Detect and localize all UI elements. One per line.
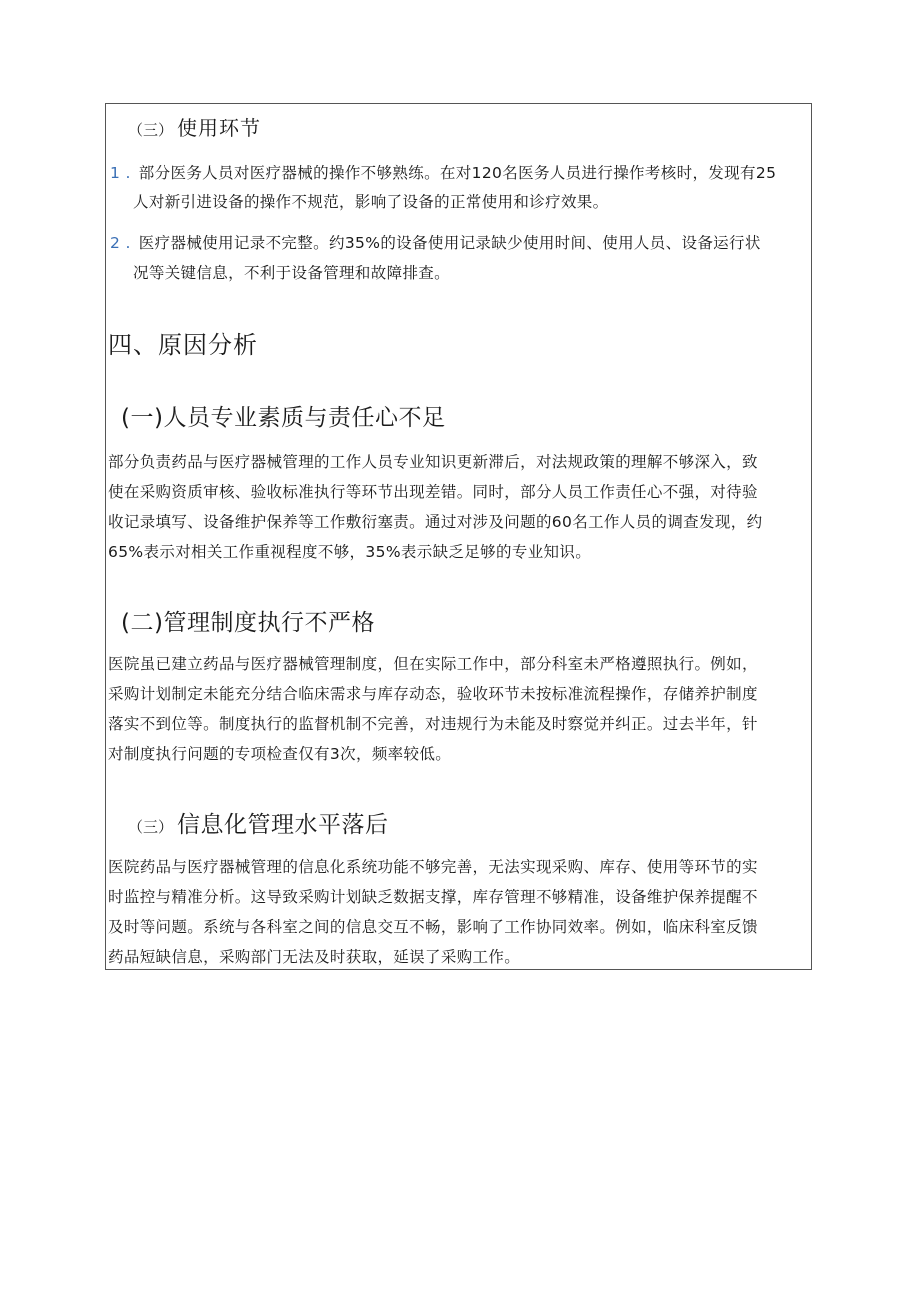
subsection-heading-title: 信息化管理水平落后 xyxy=(177,812,389,838)
paragraph-line: 收记录填写、设备维护保养等工作敷衍塞责。通过对涉及问题的60名工作人员的调查发现，约 xyxy=(108,513,763,531)
paragraph-line: 使在采购资质审核、验收标准执行等环节出现差错。同时，部分人员工作责任心不强，对待验 xyxy=(108,483,758,501)
paragraph-line: 采购计划制定未能充分结合临床需求与库存动态，验收环节未按标准流程操作，存储养护制度 xyxy=(108,685,758,703)
subsection-heading-management-system: (二)管理制度执行不严格 xyxy=(121,610,375,636)
list-number: 2 . xyxy=(110,234,131,252)
paragraph-line: 落实不到位等。制度执行的监督机制不完善，对违规行为未能及时察觉并纠正。过去半年，针 xyxy=(108,715,758,733)
list-item-text: 医疗器械使用记录不完整。约35%的设备使用记录缺少使用时间、使用人员、设备运行状 xyxy=(138,234,761,252)
use-stage-heading-title: 使用环节 xyxy=(177,116,262,140)
use-stage-heading-paren: （三） xyxy=(128,121,174,139)
subsection-heading-informatization xyxy=(128,806,389,839)
paragraph-line: 对制度执行问题的专项检查仅有3次，频率较低。 xyxy=(108,745,452,763)
list-item-text: 部分医务人员对医疗器械的操作不够熟练。在对120名医务人员进行操作考核时，发现有25 xyxy=(138,164,777,182)
paragraph-line: 65%表示对相关工作重视程度不够，35%表示缺乏足够的专业知识。 xyxy=(108,543,592,561)
use-stage-heading xyxy=(128,112,261,141)
paragraph-line: 及时等问题。系统与各科室之间的信息交互不畅，影响了工作协同效率。例如，临床科室反馈 xyxy=(108,918,758,936)
use-stage-item-1-line-2: 人对新引进设备的操作不规范，影响了设备的正常使用和诊疗效果。 xyxy=(133,193,609,211)
list-number: 1 . xyxy=(110,164,131,182)
paragraph-line: 时监控与精准分析。这导致采购计划缺乏数据支撑，库存管理不够精准，设备维护保养提醒不 xyxy=(108,888,758,906)
subsection-heading-personnel: (一)人员专业素质与责任心不足 xyxy=(121,405,446,431)
use-stage-item-1-line-1 xyxy=(110,161,776,183)
paragraph-line: 医院药品与医疗器械管理的信息化系统功能不够完善，无法实现采购、库存、使用等环节的实 xyxy=(108,858,758,876)
use-stage-item-2-line-2: 况等关键信息，不利于设备管理和故障排查。 xyxy=(133,264,451,282)
paragraph-line: 部分负责药品与医疗器械管理的工作人员专业知识更新滞后，对法规政策的理解不够深入，致 xyxy=(108,453,758,471)
use-stage-item-2-line-1 xyxy=(110,231,761,253)
paragraph-line: 药品短缺信息，采购部门无法及时获取，延误了采购工作。 xyxy=(108,948,521,966)
section-title-cause-analysis: 四、原因分析 xyxy=(108,331,258,359)
paragraph-line: 医院虽已建立药品与医疗器械管理制度，但在实际工作中，部分科室未严格遵照执行。例如， xyxy=(108,655,758,673)
subsection-heading-paren: （三） xyxy=(128,818,174,836)
